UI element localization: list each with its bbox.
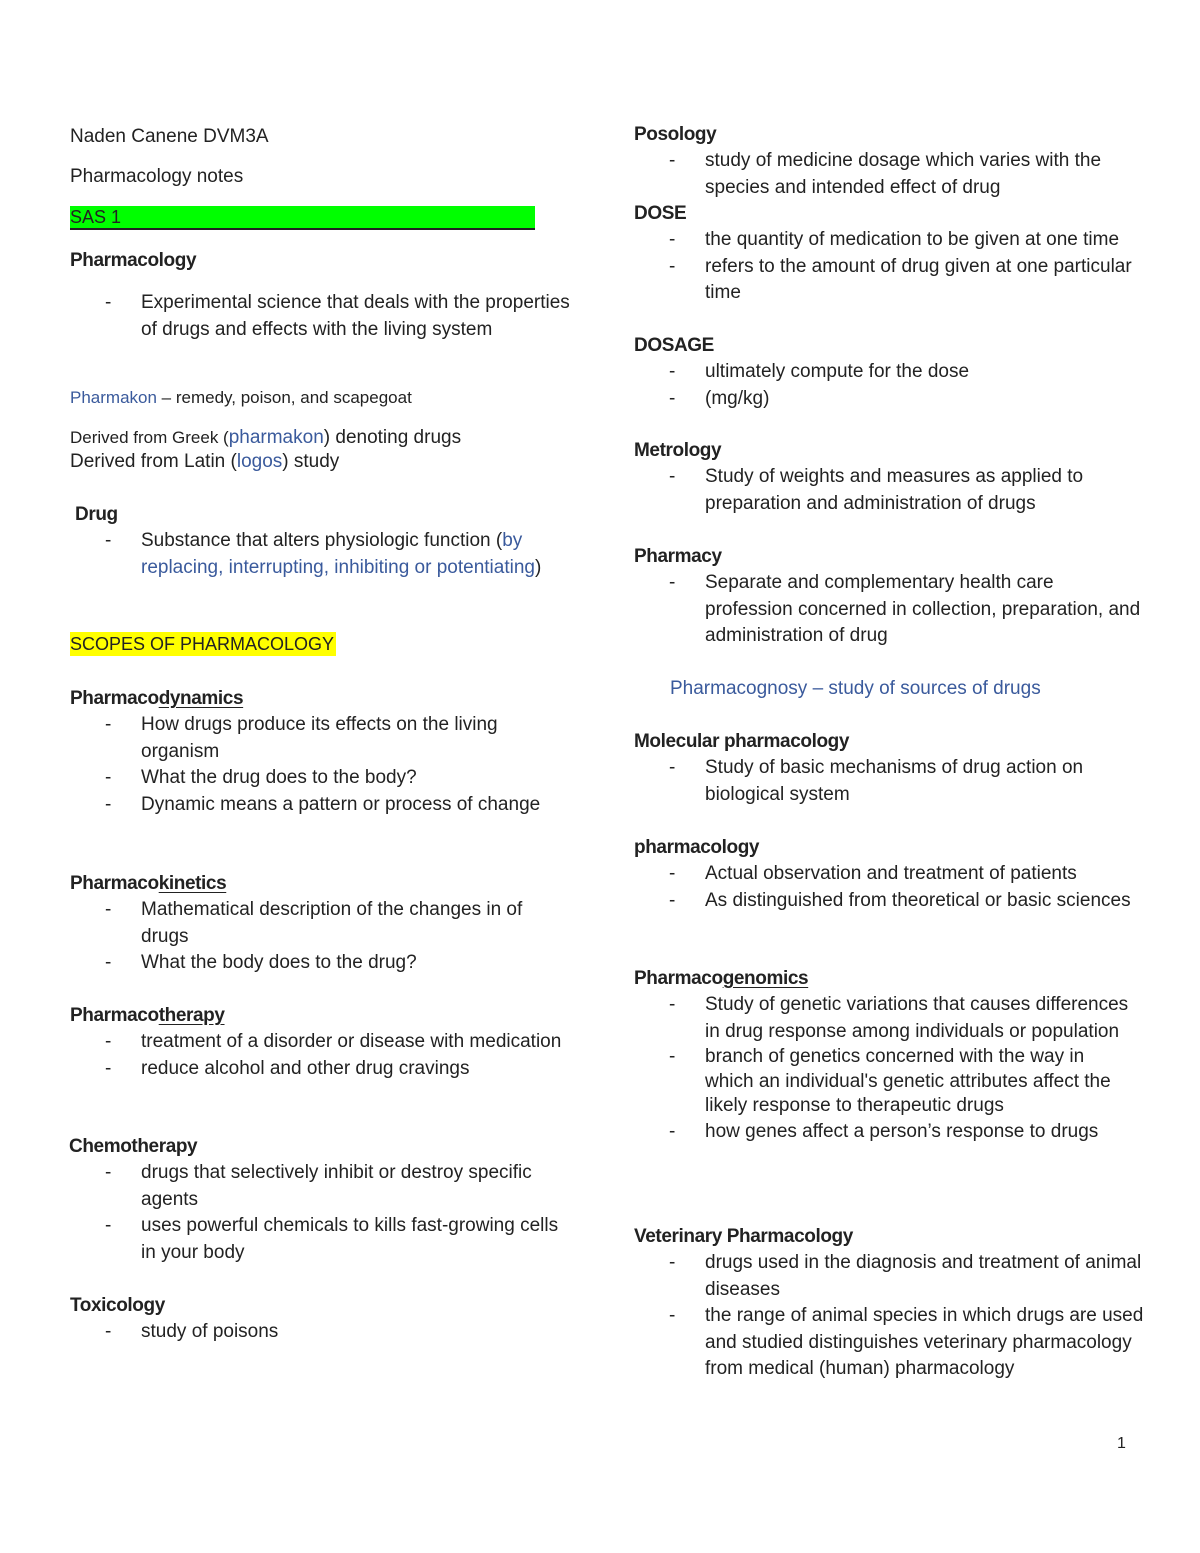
- text: ): [534, 556, 542, 578]
- section-veterinary-pharmacology: [634, 1224, 1144, 1383]
- list-item: - ultimately compute for the dose: [634, 359, 1144, 386]
- list-item: - (mg/kg): [634, 386, 1144, 413]
- section-title: Pharmacy: [634, 546, 722, 567]
- list-item: - drugs used in the diagnosis and treatment of animal diseases: [634, 1250, 1144, 1303]
- section-title: Pharmacology: [70, 250, 197, 271]
- bullet-list: [70, 712, 570, 818]
- document-subtitle: Pharmacology notes: [70, 166, 244, 187]
- list-item: - Study of basic mechanisms of drug action on biological system: [634, 755, 1144, 808]
- section-title: Pharmacogenomics: [634, 968, 809, 989]
- term: Pharmakon: [70, 388, 157, 407]
- derived-latin-line: [70, 449, 570, 475]
- section-molecular-pharmacology: [634, 729, 1144, 808]
- text: ) study: [282, 451, 340, 472]
- pharmakon-line: [70, 386, 570, 410]
- bullet-list: [70, 528, 570, 581]
- scopes-highlight: SCOPES OF PHARMACOLOGY: [70, 634, 335, 654]
- sas-heading: [70, 206, 570, 230]
- section-pharmacology: [70, 248, 570, 343]
- section-pharmacodynamics: [70, 686, 570, 818]
- section-posology: [634, 122, 1144, 201]
- bullet-list: [634, 464, 1144, 517]
- section-metrology: [634, 438, 1144, 517]
- bullet-list: [634, 755, 1144, 808]
- list-item: - Experimental science that deals with the properties of drugs and effects with the living system: [70, 290, 570, 343]
- section-title: Metrology: [634, 440, 722, 461]
- section-pharmacy: [634, 544, 1144, 650]
- bullet-list: [70, 1160, 570, 1266]
- bullet-list: [634, 227, 1144, 307]
- section-title: Posology: [634, 124, 717, 145]
- section-pharmacotherapy: [70, 1003, 570, 1082]
- list-item: - reduce alcohol and other drug cravings: [70, 1056, 570, 1083]
- list-item: - branch of genetics concerned with the way in which an individual's genetic attributes affect the likely response to therapeutic drugs: [634, 1045, 1144, 1119]
- bullet-list: [634, 1250, 1144, 1383]
- list-item: - Dynamic means a pattern or process of change: [70, 792, 570, 819]
- bullet-list: [634, 570, 1144, 650]
- list-item: - treatment of a disorder or disease with medication: [70, 1029, 570, 1056]
- section-clinical-pharmacology: [634, 835, 1144, 914]
- list-item: - study of medicine dosage which varies with the species and intended effect of drug: [634, 148, 1144, 201]
- term: by replacing, interrupting, inhibiting or potentiating: [141, 530, 535, 578]
- section-title: Pharmacodynamics: [70, 688, 244, 709]
- list-item: - the range of animal species in which drugs are used and studied distinguishes veterinary pharmacology from medical (human) pharmacology: [634, 1303, 1144, 1383]
- list-item: - As distinguished from theoretical or basic sciences: [634, 888, 1144, 915]
- list-item: - Study of weights and measures as applied to preparation and administration of drugs: [634, 464, 1144, 517]
- section-dose: [634, 201, 1144, 307]
- pharmacognosy-line: Pharmacognosy – study of sources of drugs: [670, 678, 1041, 699]
- definition: – remedy, poison, and scapegoat: [156, 388, 412, 407]
- section-title: Pharmacokinetics: [70, 873, 227, 894]
- bullet-list: [634, 992, 1144, 1045]
- bullet-list: [70, 290, 570, 343]
- section-title: Toxicology: [70, 1295, 165, 1316]
- text: ) denoting drugs: [323, 427, 462, 448]
- page-number: 1: [1117, 1435, 1126, 1452]
- derived-greek-line: [70, 426, 570, 450]
- list-item: - Study of genetic variations that causes differences in drug response among individuals or population: [634, 992, 1144, 1045]
- section-toxicology: [70, 1293, 570, 1346]
- section-pharmacokinetics: [70, 871, 570, 977]
- list-item: - study of poisons: [70, 1319, 570, 1346]
- text: Derived from Latin (: [70, 451, 237, 472]
- list-item: - how genes affect a person’s response to drugs: [634, 1119, 1144, 1146]
- list-item: - How drugs produce its effects on the living organism: [70, 712, 570, 765]
- section-pharmacogenomics: [634, 966, 1144, 1145]
- text: Derived from Greek (: [70, 428, 229, 447]
- bullet-list: [634, 1045, 1144, 1145]
- list-item: - drugs that selectively inhibit or destroy specific agents: [70, 1160, 570, 1213]
- list-item: - uses powerful chemicals to kills fast-growing cells in your body: [70, 1213, 570, 1266]
- section-title: Veterinary Pharmacology: [634, 1226, 853, 1247]
- section-chemotherapy: [70, 1134, 570, 1266]
- section-title: DOSE: [634, 203, 687, 224]
- bullet-list: [70, 1029, 570, 1082]
- list-item: - What the drug does to the body?: [70, 765, 570, 792]
- scopes-heading: [70, 632, 570, 656]
- list-item: - the quantity of medication to be given at one time: [634, 227, 1144, 254]
- section-title: Drug: [75, 504, 118, 525]
- list-item: - What the body does to the drug?: [70, 950, 570, 977]
- term: pharmakon: [228, 427, 324, 448]
- list-item: - Mathematical description of the changes in of drugs: [70, 897, 570, 950]
- list-item: [70, 528, 570, 581]
- bullet-list: [634, 148, 1144, 201]
- bullet-list: [70, 1319, 570, 1346]
- section-drug: [70, 502, 570, 581]
- bullet-list: [70, 897, 570, 977]
- section-dosage: [634, 333, 1144, 412]
- section-title: pharmacology: [634, 837, 760, 858]
- term: logos: [236, 451, 283, 472]
- author-line: Naden Canene DVM3A: [70, 126, 269, 147]
- section-title: Molecular pharmacology: [634, 731, 850, 752]
- bullet-list: [634, 359, 1144, 412]
- sas-highlight: SAS 1: [70, 206, 535, 230]
- bullet-list: [634, 861, 1144, 914]
- section-title: Chemotherapy: [69, 1136, 198, 1157]
- section-title: Pharmacotherapy: [70, 1005, 225, 1026]
- list-item: - Actual observation and treatment of patients: [634, 861, 1144, 888]
- text: Substance that alters physiologic function (: [141, 530, 503, 551]
- list-item: - Separate and complementary health care profession concerned in collection, preparation, and administration of drug: [634, 570, 1144, 650]
- section-title: DOSAGE: [634, 335, 714, 356]
- list-item: - refers to the amount of drug given at one particular time: [634, 254, 1144, 307]
